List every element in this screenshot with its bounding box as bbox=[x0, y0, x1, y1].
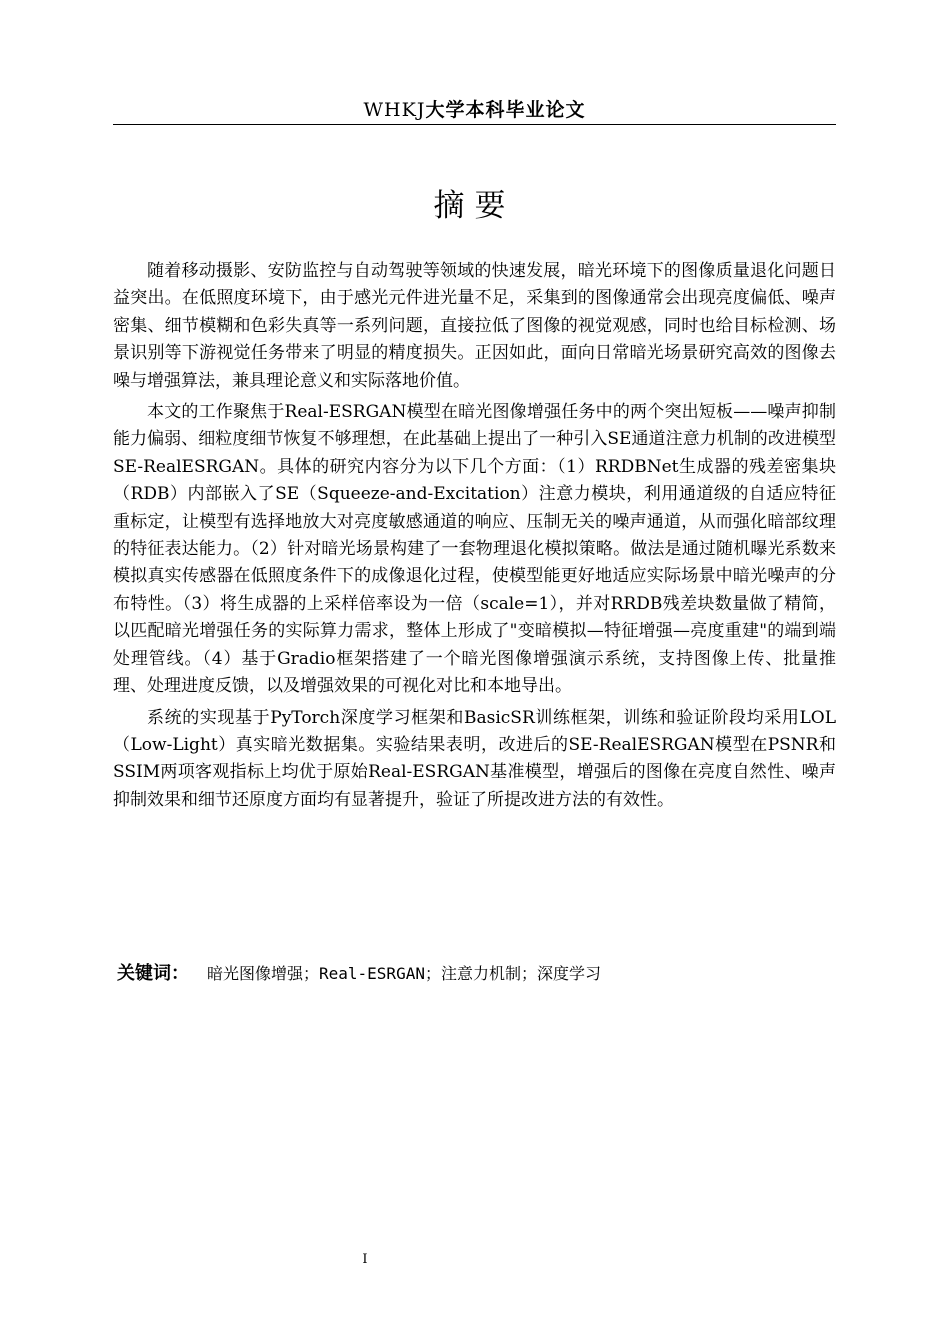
abstract-paragraph-2: 本文的工作聚焦于Real-ESRGAN模型在暗光图像增强任务中的两个突出短板——噪声抑制能力偏弱、细粒度细节恢复不够理想，在此基础上提出了一种引入SE通道注意力机制的改进模型SE-RealESRGAN。具体的研究内容分为以下几个方面：（1）RRDBNet生成器的残差密集块（RDB）内部嵌入了SE（Squeeze-and-Excitation）注意力模块，利用通道级的自适应特征重标定，让模型有选择地放大对亮度敏感通道的响应、压制无关的噪声通道，从而强化暗部纹理的特征表达能力。（2）针对暗光场景构建了一套物理退化模拟策略。做法是通过随机曝光系数来模拟真实传感器在低照度条件下的成像退化过程，使模型能更好地适应实际场景中暗光噪声的分布特性。（3）将生成器的上采样倍率设为一倍（scale=1），并对RRDB残差块数量做了精简，以匹配暗光增强任务的实际算力需求，整体上形成了"变暗模拟—特征增强—亮度重建"的端到端处理管线。（4）基于Gradio框架搭建了一个暗光图像增强演示系统，支持图像上传、批量推理、处理进度反馈，以及增强效果的可视化对比和本地导出。 bbox=[113, 402, 836, 697]
abstract-body bbox=[113, 258, 836, 818]
keywords-line bbox=[117, 960, 837, 988]
abstract-title: 摘要 bbox=[433, 188, 516, 224]
page-header bbox=[113, 95, 836, 122]
header-school-code: WHKJ bbox=[363, 99, 426, 121]
header-school-title: 大学本科毕业论文 bbox=[425, 99, 586, 121]
keywords-text: 暗光图像增强；Real-ESRGAN；注意力机制；深度学习 bbox=[207, 964, 601, 983]
header-divider bbox=[113, 124, 836, 125]
keywords-label: 关键词： bbox=[117, 963, 189, 984]
page-number: I bbox=[362, 1252, 368, 1267]
abstract-paragraph-1: 随着移动摄影、安防监控与自动驾驶等领域的快速发展，暗光环境下的图像质量退化问题日益突出。在低照度环境下，由于感光元件进光量不足，采集到的图像通常会出现亮度偏低、噪声密集、细节模糊和色彩失真等一系列问题，直接拉低了图像的视觉观感，同时也给目标检测、场景识别等下游视觉任务带来了明显的精度损失。正因如此，面向日常暗光场景研究高效的图像去噪与增强算法，兼具理论意义和实际落地价值。 bbox=[113, 261, 836, 391]
abstract-paragraph-3: 系统的实现基于PyTorch深度学习框架和BasicSR训练框架，训练和验证阶段均采用LOL（Low-Light）真实暗光数据集。实验结果表明，改进后的SE-RealESRGAN模型在PSNR和SSIM两项客观指标上均优于原始Real-ESRGAN基准模型，增强后的图像在亮度自然性、噪声抑制效果和细节还原度方面均有显著提升，验证了所提改进方法的有效性。 bbox=[113, 707, 836, 810]
